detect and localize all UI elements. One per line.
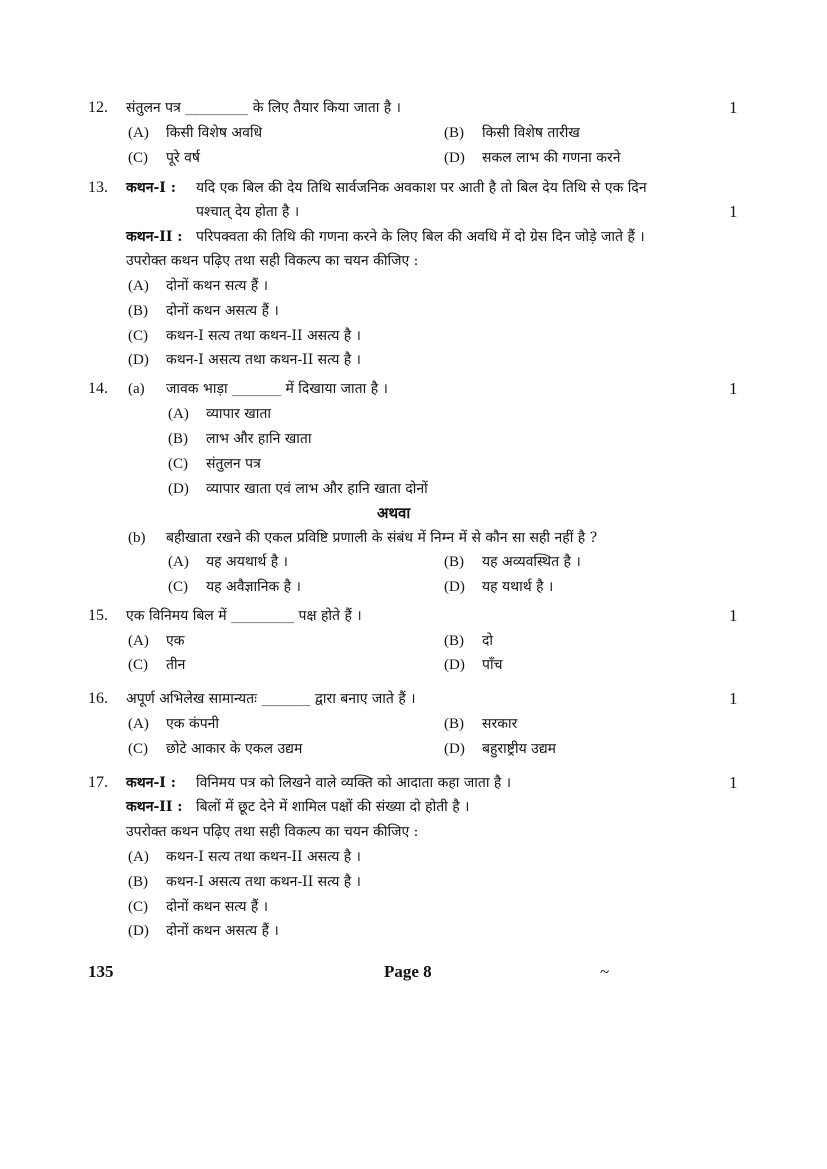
question-text: एक विनिमय बिल में _________ पक्ष होते हैं । — [126, 608, 362, 624]
statement-text: परिपक्वता की तिथि की गणना करने के लिए बिल की अवधि में दो ग्रेस दिन जोड़े जाते हैं । — [196, 229, 645, 245]
option-label: (C) — [128, 741, 148, 757]
option-text: दोनों कथन सत्य हैं । — [166, 899, 269, 915]
option-text: कथन-I सत्य तथा कथन-II असत्य है । — [166, 328, 361, 344]
question-number: 12. — [88, 99, 108, 116]
or-divider: अथवा — [377, 504, 411, 522]
option-text: बहुराष्ट्रीय उद्यम — [482, 741, 557, 757]
question-text: जावक भाड़ा _______ में दिखाया जाता है । — [166, 381, 388, 397]
option-text: किसी विशेष तारीख — [482, 125, 580, 141]
option-label: (C) — [128, 657, 148, 673]
option-text: तीन — [166, 657, 186, 673]
question-number: 14. — [88, 380, 108, 397]
option-label: (C) — [168, 579, 188, 595]
option-text: दोनों कथन असत्य हैं । — [166, 923, 279, 939]
option-label: (A) — [128, 716, 149, 732]
option-text: यह अयथार्थ है । — [206, 554, 288, 570]
part-label: (a) — [128, 381, 145, 397]
option-label: (D) — [168, 481, 189, 497]
statement-text: पश्चात् देय होता है । — [196, 204, 300, 220]
paper-code: 135 — [88, 962, 114, 981]
option-text: व्यापार खाता एवं लाभ और हानि खाता दोनों — [206, 481, 428, 497]
option-label: (B) — [128, 303, 148, 319]
option-text: किसी विशेष अवधि — [166, 125, 263, 141]
option-label: (A) — [128, 849, 149, 865]
option-text: सकल लाभ की गणना करने — [482, 150, 621, 166]
statement-label: कथन-I : — [126, 775, 176, 791]
statement-label: कथन-I : — [126, 180, 176, 196]
option-label: (B) — [128, 874, 148, 890]
question-text: संतुलन पत्र _________ के लिए तैयार किया जाता है । — [126, 100, 401, 116]
option-label: (B) — [444, 554, 464, 570]
question-number: 17. — [88, 774, 108, 791]
option-label: (D) — [444, 150, 465, 166]
option-label: (D) — [128, 923, 149, 939]
option-text: कथन-I सत्य तथा कथन-II असत्य है । — [166, 849, 361, 865]
marks: 1 — [729, 773, 738, 792]
statement-text: यदि एक बिल की देय तिथि सार्वजनिक अवकाश पर आती है तो बिल देय तिथि से एक दिन — [196, 180, 647, 196]
page-number: Page 8 — [384, 962, 432, 981]
option-text: लाभ और हानि खाता — [206, 431, 312, 447]
question-text: अपूर्ण अभिलेख सामान्यतः _______ द्वारा बनाए जाते हैं । — [126, 691, 416, 707]
statement-label: कथन-II : — [126, 799, 183, 815]
option-label: (A) — [128, 125, 149, 141]
option-text: यह यथार्थ है । — [482, 579, 554, 595]
question-number: 16. — [88, 690, 108, 707]
option-text: एक कंपनी — [166, 716, 220, 732]
option-text: पूरे वर्ष — [166, 150, 201, 166]
option-label: (A) — [128, 278, 149, 294]
option-label: (A) — [168, 406, 189, 422]
option-label: (A) — [128, 633, 149, 649]
marks: 1 — [729, 379, 738, 398]
option-text: संतुलन पत्र — [206, 456, 261, 472]
option-text: व्यापार खाता — [206, 406, 271, 422]
marks: 1 — [729, 689, 738, 708]
option-label: (B) — [168, 431, 188, 447]
option-text: दोनों कथन असत्य हैं । — [166, 303, 279, 319]
question-number: 15. — [88, 607, 108, 624]
instruction: उपरोक्त कथन पढ़िए तथा सही विकल्प का चयन कीजिए : — [126, 253, 419, 269]
part-label: (b) — [128, 530, 146, 546]
option-text: कथन-I असत्य तथा कथन-II सत्य है । — [166, 874, 361, 890]
question-text: बहीखाता रखने की एकल प्रविष्टि प्रणाली के संबंध में निम्न में से कौन सा सही नहीं है ? — [166, 530, 598, 546]
option-label: (D) — [128, 352, 149, 368]
statement-text: बिलों में छूट देने में शामिल पक्षों की संख्या दो होती है । — [196, 799, 470, 815]
option-label: (A) — [168, 554, 189, 570]
option-text: दोनों कथन सत्य हैं । — [166, 278, 269, 294]
option-label: (B) — [444, 633, 464, 649]
marks: 1 — [729, 98, 738, 117]
option-text: पाँच — [482, 657, 503, 673]
instruction: उपरोक्त कथन पढ़िए तथा सही विकल्प का चयन कीजिए : — [126, 824, 419, 840]
question-number: 13. — [88, 179, 108, 196]
option-text: एक — [166, 633, 185, 649]
option-label: (B) — [444, 716, 464, 732]
statement-text: विनिमय पत्र को लिखने वाले व्यक्ति को आदाता कहा जाता है । — [196, 775, 512, 791]
option-text: कथन-I असत्य तथा कथन-II सत्य है । — [166, 352, 361, 368]
marks: 1 — [729, 202, 738, 221]
option-label: (C) — [128, 328, 148, 344]
option-label: (D) — [444, 657, 465, 673]
marks: 1 — [729, 606, 738, 625]
option-text: दो — [482, 633, 494, 649]
option-label: (B) — [444, 125, 464, 141]
option-text: छोटे आकार के एकल उद्यम — [166, 741, 303, 757]
statement-label: कथन-II : — [126, 229, 183, 245]
option-label: (D) — [444, 741, 465, 757]
option-text: यह अवैज्ञानिक है । — [206, 579, 301, 595]
footer-mark: ~ — [600, 962, 610, 981]
option-label: (C) — [128, 150, 148, 166]
option-label: (D) — [444, 579, 465, 595]
option-label: (C) — [168, 456, 188, 472]
option-text: यह अव्यवस्थित है । — [482, 554, 581, 570]
option-label: (C) — [128, 899, 148, 915]
option-text: सरकार — [482, 716, 518, 732]
